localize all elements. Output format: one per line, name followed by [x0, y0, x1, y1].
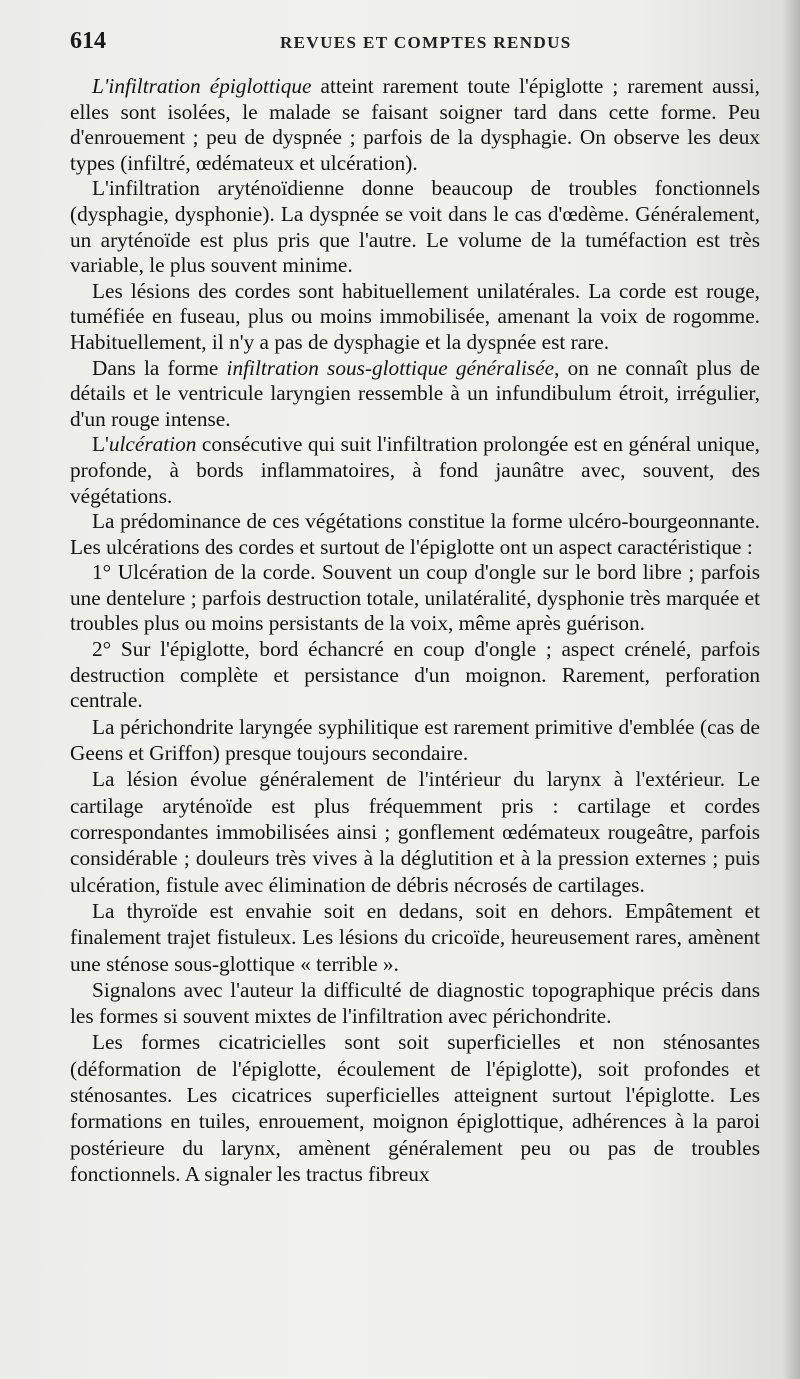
paragraph-epiglottis-ulceration: 2° Sur l'épiglotte, bord échancré en coup d'ongle ; aspect crénelé, parfois destruction complète et persistance d'un moignon. Rarement, perforation centrale.	[70, 637, 760, 713]
paragraph-perichondritis: La périchondrite laryngée syphilitique est rarement primitive d'emblée (cas de Geens et Griffon) presque toujours secondaire.	[70, 714, 760, 766]
paragraph-lesion-evolution: La lésion évolue généralement de l'intérieur du larynx à l'extérieur. Le cartilage aryténoïde est plus fréquemment pris : cartilage et cordes correspondantes immobilisées ainsi ; gonflement œdémateux rougeâtre, parfois considérable ; douleurs très vives à la déglutition et à la pression externes ; puis ulcération, fistule avec élimination de débris nécrosés de cartilages.	[70, 767, 760, 897]
paragraph-ulceration: L'ulcération consécutive qui suit l'infiltration prolongée est en général unique, profonde, à bords inflammatoires, à fond jaunâtre avec, souvent, des végétations.	[70, 432, 760, 508]
paragraph-vegetations: La prédominance de ces végétations constitue la forme ulcéro-bourgeonnante. Les ulcérations des cordes et surtout de l'épiglotte ont un aspect caractéristique :	[70, 509, 760, 559]
paragraph-diagnosis: Signalons avec l'auteur la difficulté de diagnostic topographique précis dans les formes si souvent mixtes de l'infiltration avec périchondrite.	[70, 977, 760, 1029]
page-edge-shadow	[782, 0, 800, 1379]
paragraph-cicatricial-forms: Les formes cicatricielles sont soit superficielles et non sténosantes (déformation de l'épiglotte, écoulement de l'épiglotte), soit profondes et sténosantes. Les cicatrices superficielles atteignent surtout l'épiglotte. Les formations en tuiles, enrouement, moignon épiglottique, adhérences à la paroi postérieure du larynx, amènent généralement peu ou pas de troubles fonctionnels. A signaler les tractus fibreux	[70, 1030, 760, 1186]
paragraph-cord-lesions: Les lésions des cordes sont habituellement unilatérales. La corde est rouge, tuméfiée en fuseau, plus ou moins immobilisée, amenant la voix de rogomme. Habituellement, il n'y a pas de dysphagie et la dyspnée est rare.	[70, 278, 760, 354]
paragraph-thyroid: La thyroïde est envahie soit en dedans, soit en dehors. Empâtement et finalement trajet fistuleux. Les lésions du cricoïde, heureusement rares, amènent une sténose sous-glottique « terrible ».	[70, 898, 760, 976]
paragraph-cord-ulceration: 1° Ulcération de la corde. Souvent un coup d'ongle sur le bord libre ; parfois une dentelure ; parfois destruction totale, unilatéralité, dysphonie très marquée et troubles plus ou moins persistants de la voix, même après guérison.	[70, 560, 760, 636]
italic-term: L'infiltration épiglottique	[92, 74, 312, 98]
page-header	[70, 28, 760, 72]
paragraph-epiglottic-infiltration: L'infiltration épiglottique atteint rarement toute l'épiglotte ; rarement aussi, elles sont isolées, le malade se faisant soigner tard dans cette forme. Peu d'enrouement ; peu de dyspnée ; parfois de la dysphagie. On observe les deux types (infiltré, œdémateux et ulcération).	[70, 74, 760, 175]
paragraph-subglottic-infiltration: Dans la forme infiltration sous-glottique généralisée, on ne connaît plus de détails et le ventricule laryngien ressemble à un infundibulum étroit, irrégulier, d'un rouge intense.	[70, 355, 760, 431]
article-body	[70, 74, 760, 1187]
running-head: REVUES ET COMPTES RENDUS	[280, 33, 572, 52]
page-number: 614	[70, 28, 106, 54]
italic-term: infiltration sous-glottique généralisée	[226, 355, 555, 380]
italic-term: ulcération	[108, 432, 197, 457]
paragraph-arytenoid-infiltration: L'infiltration aryténoïdienne donne beaucoup de troubles fonctionnels (dysphagie, dysphonie). La dyspnée se voit dans le cas d'œdème. Généralement, un aryténoïde est plus pris que l'autre. Le volume de la tuméfaction est très variable, le plus souvent minime.	[70, 176, 760, 278]
